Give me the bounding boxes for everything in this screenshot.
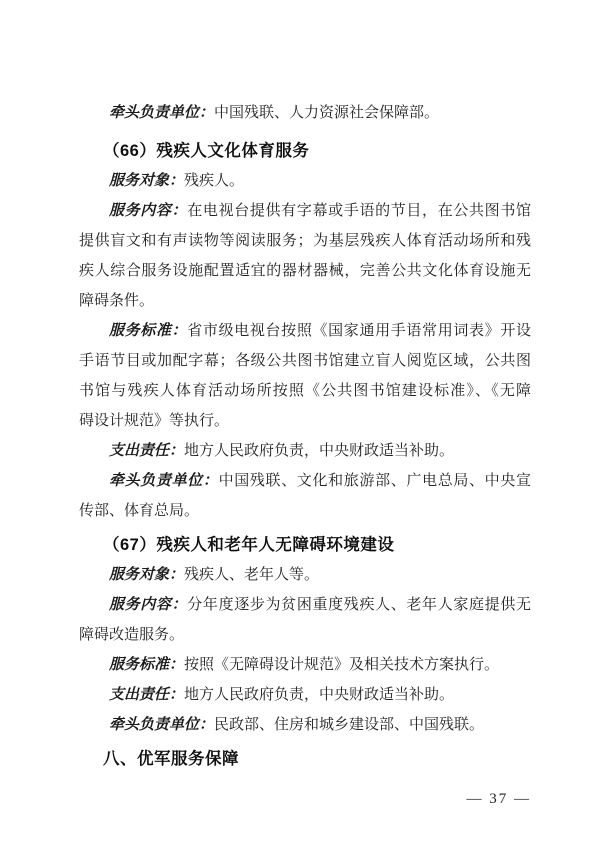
line-text: 障碍改造服务。 [79, 627, 185, 643]
line-text: 分年度逐步为贫困重度残疾人、老年人家庭提供无 [187, 597, 531, 613]
paragraph-line [79, 376, 531, 406]
page-number: — 37 — [466, 791, 531, 807]
paragraph-line [79, 650, 531, 680]
paragraph-line [79, 620, 531, 650]
line-text: 残疾人。 [184, 173, 245, 189]
paragraph-line [79, 316, 531, 346]
paragraph-line [79, 256, 531, 286]
paragraph-line [79, 196, 531, 226]
line-text: 中国残联、人力资源社会保障部。 [214, 105, 440, 121]
heading-text: 八、优军服务保障 [103, 750, 239, 768]
line-text: 残疾人、老年人等。 [184, 567, 320, 583]
field-label: 服务标准： [109, 657, 185, 673]
line-text: 手语节目或加配字幕；各级公共图书馆建立盲人阅览区域，公共图 [79, 353, 531, 369]
document-content [79, 98, 531, 814]
paragraph-line [79, 560, 531, 590]
line-text: 地方人民政府负责，中央财政适当补助。 [184, 443, 455, 459]
line-text: 按照《无障碍设计规范》及相关技术方案执行。 [184, 657, 500, 673]
paragraph-line [79, 226, 531, 256]
section-heading-8 [79, 744, 531, 774]
paragraph-line [79, 680, 531, 710]
field-label: 服务内容： [109, 597, 188, 613]
field-label: 牵头负责单位： [109, 473, 219, 489]
field-label: 支出责任： [109, 687, 185, 703]
line-text: 碍设计规范》等执行。 [79, 413, 230, 429]
heading-text: （66）残疾人文化体育服务 [103, 142, 310, 160]
line-text: 书馆与残疾人体育活动场所按照《公共图书馆建设标准》、《无障 [79, 383, 531, 399]
paragraph-line [79, 496, 531, 526]
field-label: 服务内容： [109, 203, 188, 219]
line-text: 民政部、住房和城乡建设部、中国残联。 [214, 717, 485, 733]
field-label: 服务对象： [109, 567, 185, 583]
line-text: 障碍条件。 [79, 293, 155, 309]
paragraph-line [79, 590, 531, 620]
line-text: 在电视台提供有字幕或手语的节目，在公共图书馆 [187, 203, 531, 219]
field-label: 牵头负责单位： [109, 717, 215, 733]
line-text: 提供盲文和有声读物等阅读服务；为基层残疾人体育活动场所和残 [79, 233, 531, 249]
paragraph-line [79, 286, 531, 316]
line-text: 传部、体育总局。 [79, 503, 200, 519]
section-heading-66 [79, 136, 531, 166]
line-text: 省市级电视台按照《国家通用手语常用词表》开设 [187, 323, 531, 339]
paragraph-line [79, 710, 531, 740]
paragraph-line [79, 436, 531, 466]
field-label: 支出责任： [109, 443, 185, 459]
field-label: 服务对象： [109, 173, 185, 189]
paragraph-line [79, 346, 531, 376]
line-text: 地方人民政府负责，中央财政适当补助。 [184, 687, 455, 703]
section-heading-67 [79, 530, 531, 560]
heading-text: （67）残疾人和老年人无障碍环境建设 [103, 536, 395, 554]
line-text: 疾人综合服务设施配置适宜的器材器械，完善公共文化体育设施无 [79, 263, 531, 279]
field-label: 服务标准： [109, 323, 188, 339]
field-label: 牵头负责单位： [109, 105, 215, 121]
paragraph-line [79, 466, 531, 496]
paragraph-line [79, 406, 531, 436]
line-text: 中国残联、文化和旅游部、广电总局、中央宣 [218, 473, 531, 489]
paragraph-line [79, 166, 531, 196]
paragraph-line [79, 98, 531, 128]
